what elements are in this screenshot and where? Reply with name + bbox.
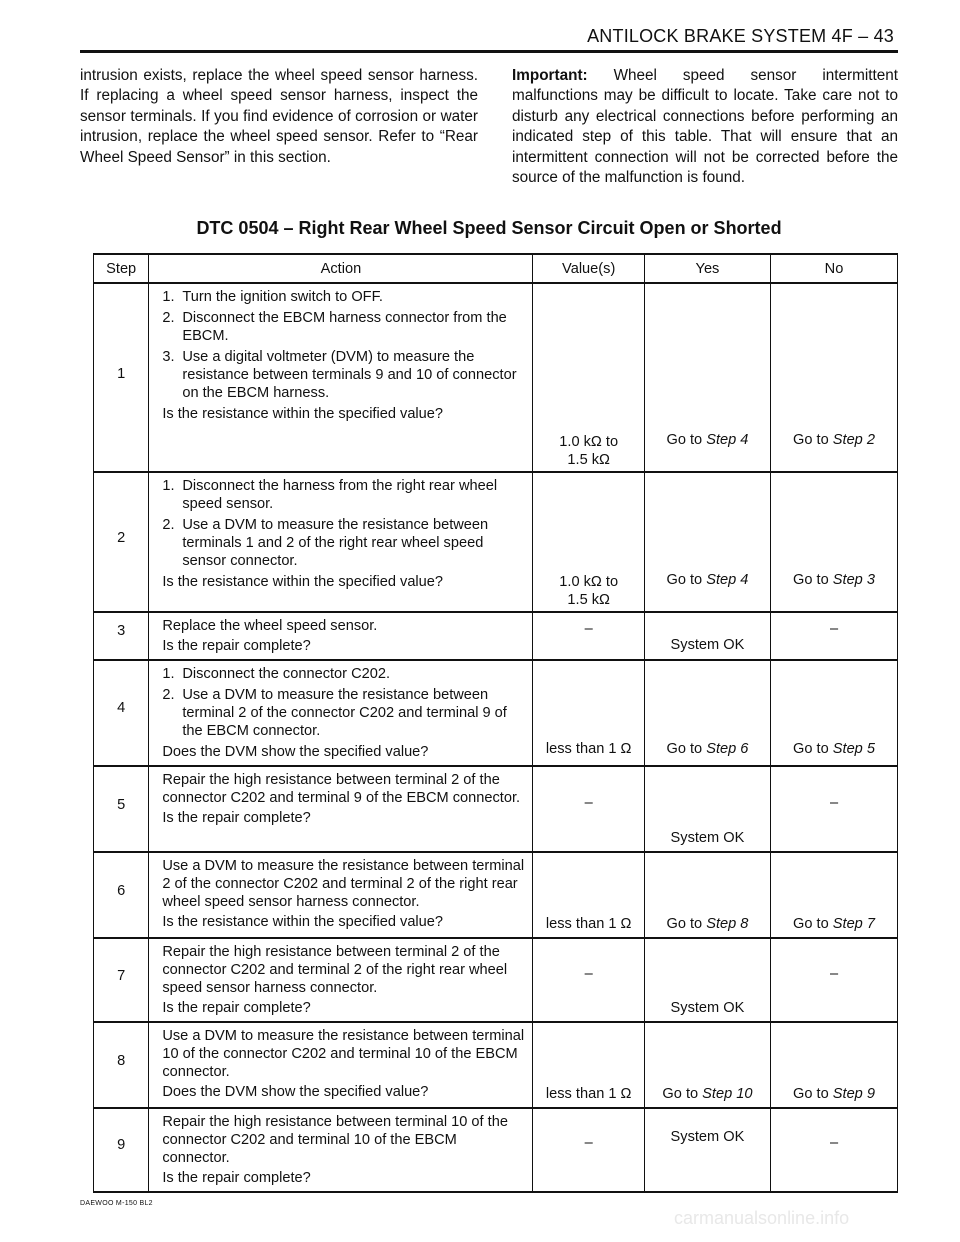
yes-cell (644, 766, 770, 852)
specified-value: less than 1 Ω (545, 1086, 632, 1102)
value-cell (533, 852, 644, 938)
action-cell (149, 852, 533, 938)
table-row (94, 472, 898, 612)
action-step-item: 2. Disconnect the EBCM harness connector from the EBCM. (162, 310, 507, 344)
header-values: Value(s) (533, 254, 644, 283)
no-cell (771, 660, 898, 766)
step-cell (94, 612, 149, 660)
action-cell (149, 766, 533, 852)
value-cell (533, 1108, 644, 1192)
important-label: Important: (512, 67, 588, 84)
no-action-dash: – (829, 1135, 839, 1151)
action-question: Does the DVM show the specified value? (162, 744, 429, 760)
action-step-item: 3. Use a digital voltmeter (DVM) to measure the resistance between terminals 9 and 10 of connector on the EBCM harness. (162, 349, 517, 401)
action-question: Is the resistance within the specified value? (162, 914, 444, 930)
step-cell (94, 766, 149, 852)
table-row (94, 1022, 898, 1108)
no-action-dash: – (829, 795, 839, 811)
specified-value: less than 1 Ω (545, 741, 632, 757)
action-cell (149, 1108, 533, 1192)
system-ok-text: System OK (670, 830, 745, 846)
table-header-row (94, 254, 898, 283)
specified-value: – (584, 621, 593, 637)
header-step: Step (94, 254, 149, 283)
action-cell (149, 283, 533, 472)
yes-cell (644, 283, 770, 472)
action-text: Repair the high resistance between terminal 2 of the connector C202 and terminal 9 of the EBCM connector. (162, 772, 521, 806)
step-number: 1 (117, 366, 126, 382)
header-action: Action (149, 254, 533, 283)
value-cell (533, 612, 644, 660)
watermark: carmanualsonline.info (674, 1208, 850, 1228)
no-cell (771, 938, 898, 1022)
yes-cell (644, 612, 770, 660)
intro-paragraph-right (512, 66, 898, 188)
action-text: Use a DVM to measure the resistance between terminal 10 of the connector C202 and terminal 10 of the EBCM connector. (162, 1028, 525, 1080)
action-question: Is the repair complete? (162, 638, 311, 654)
go-to-no-link[interactable]: Go to Step 9 (793, 1086, 875, 1102)
action-question: Is the repair complete? (162, 810, 311, 826)
action-cell (149, 1022, 533, 1108)
step-cell (94, 938, 149, 1022)
go-to-no-link[interactable]: Go to Step 5 (793, 741, 875, 757)
specified-value: – (584, 795, 593, 811)
go-to-yes-link[interactable]: Go to Step 4 (666, 572, 749, 588)
no-action-dash: – (829, 621, 839, 637)
table-row (94, 852, 898, 938)
action-cell (149, 938, 533, 1022)
action-text: Repair the high resistance between terminal 10 of the connector C202 and terminal 10 of the EBCM connector. (162, 1114, 508, 1166)
table-row (94, 660, 898, 766)
yes-cell (644, 938, 770, 1022)
document-footer: DAEWOO M-150 BL2 (80, 1200, 153, 1207)
page-title: ANTILOCK BRAKE SYSTEM 4F – 43 (587, 26, 894, 46)
table-title: DTC 0504 – Right Rear Wheel Speed Sensor Circuit Open or Shorted (196, 218, 782, 238)
action-step-item: 1. Disconnect the harness from the right rear wheel speed sensor. (162, 478, 498, 512)
step-cell (94, 1022, 149, 1108)
action-cell (149, 612, 533, 660)
action-cell (149, 472, 533, 612)
no-cell (771, 283, 898, 472)
step-number: 7 (117, 968, 126, 984)
action-question: Is the repair complete? (162, 1170, 311, 1186)
table-row (94, 612, 898, 660)
go-to-no-link[interactable]: Go to Step 3 (793, 572, 875, 588)
yes-cell (644, 1108, 770, 1192)
step-number: 4 (117, 700, 126, 716)
action-cell (149, 660, 533, 766)
important-text: Wheel speed sensor intermittent malfunctions may be difficult to locate. Take care not to disturb any electrical connections before performing an indicated step of this table. That will ensure that an intermittent connection will not be corrected before the source of the malfunction is found. (512, 67, 898, 187)
step-number: 8 (117, 1053, 126, 1069)
specified-value: 1.0 kΩ to 1.5 kΩ (559, 574, 619, 608)
no-cell (771, 766, 898, 852)
yes-cell (644, 472, 770, 612)
step-number: 6 (117, 883, 126, 899)
value-cell (533, 472, 644, 612)
step-number: 2 (117, 530, 126, 546)
value-cell (533, 766, 644, 852)
specified-value: – (584, 1135, 593, 1151)
table-row (94, 283, 898, 472)
step-number: 3 (117, 623, 126, 639)
system-ok-text: System OK (670, 1129, 745, 1145)
go-to-yes-link[interactable]: Go to Step 8 (666, 916, 749, 932)
action-text: Repair the high resistance between terminal 2 of the connector C202 and terminal 2 of the right rear wheel speed sensor harness connector. (162, 944, 508, 996)
step-number: 9 (117, 1137, 126, 1153)
header-no: No (771, 254, 898, 283)
table-row (94, 766, 898, 852)
intro-paragraph-left: intrusion exists, replace the wheel speed sensor harness. If replacing a wheel speed sensor harness, inspect the sensor terminals. If you find evidence of corrosion or water intrusion, replace the wheel speed sensor. Refer to “Rear Wheel Speed Sensor” in this section. (80, 67, 478, 166)
system-ok-text: System OK (670, 1000, 745, 1016)
value-cell (533, 938, 644, 1022)
action-text: Replace the wheel speed sensor. (162, 618, 378, 634)
specified-value: less than 1 Ω (545, 916, 632, 932)
step-number: 5 (117, 797, 126, 813)
no-cell (771, 1108, 898, 1192)
specified-value: 1.0 kΩ to 1.5 kΩ (559, 434, 619, 468)
action-text: Use a DVM to measure the resistance between terminal 2 of the connector C202 and terminal 2 of the right rear wheel speed sensor harness connector. (162, 858, 525, 910)
header-yes: Yes (644, 254, 770, 283)
yes-cell (644, 852, 770, 938)
system-ok-text: System OK (670, 637, 745, 653)
value-cell (533, 660, 644, 766)
step-cell (94, 283, 149, 472)
step-cell (94, 1108, 149, 1192)
table-row (94, 938, 898, 1022)
table-row (94, 1108, 898, 1192)
action-question: Is the repair complete? (162, 1000, 311, 1016)
action-step-item: 1. Turn the ignition switch to OFF. (162, 289, 383, 305)
action-step-item: 1. Disconnect the connector C202. (162, 666, 391, 682)
go-to-no-link[interactable]: Go to Step 7 (793, 916, 875, 932)
action-question: Does the DVM show the specified value? (162, 1084, 429, 1100)
action-question: Is the resistance within the specified value? (162, 406, 444, 422)
go-to-yes-link[interactable]: Go to Step 6 (666, 741, 749, 757)
yes-cell (644, 660, 770, 766)
action-question: Is the resistance within the specified value? (162, 574, 444, 590)
step-cell (94, 660, 149, 766)
go-to-yes-link[interactable]: Go to Step 4 (666, 432, 749, 448)
dtc-table (93, 253, 898, 1193)
value-cell (533, 283, 644, 472)
page-header (80, 22, 898, 53)
value-cell (533, 1022, 644, 1108)
step-cell (94, 472, 149, 612)
yes-cell (644, 1022, 770, 1108)
action-step-item: 2. Use a DVM to measure the resistance between terminal 2 of the connector C202 and terminal 9 of the EBCM connector. (162, 687, 507, 739)
no-cell (771, 472, 898, 612)
go-to-yes-link[interactable]: Go to Step 10 (662, 1086, 753, 1102)
specified-value: – (584, 966, 593, 982)
no-action-dash: – (829, 966, 839, 982)
no-cell (771, 612, 898, 660)
no-cell (771, 1022, 898, 1108)
step-cell (94, 852, 149, 938)
no-cell (771, 852, 898, 938)
go-to-no-link[interactable]: Go to Step 2 (793, 432, 875, 448)
action-step-item: 2. Use a DVM to measure the resistance between terminals 1 and 2 of the right rear wheel speed sensor connector. (162, 517, 489, 569)
